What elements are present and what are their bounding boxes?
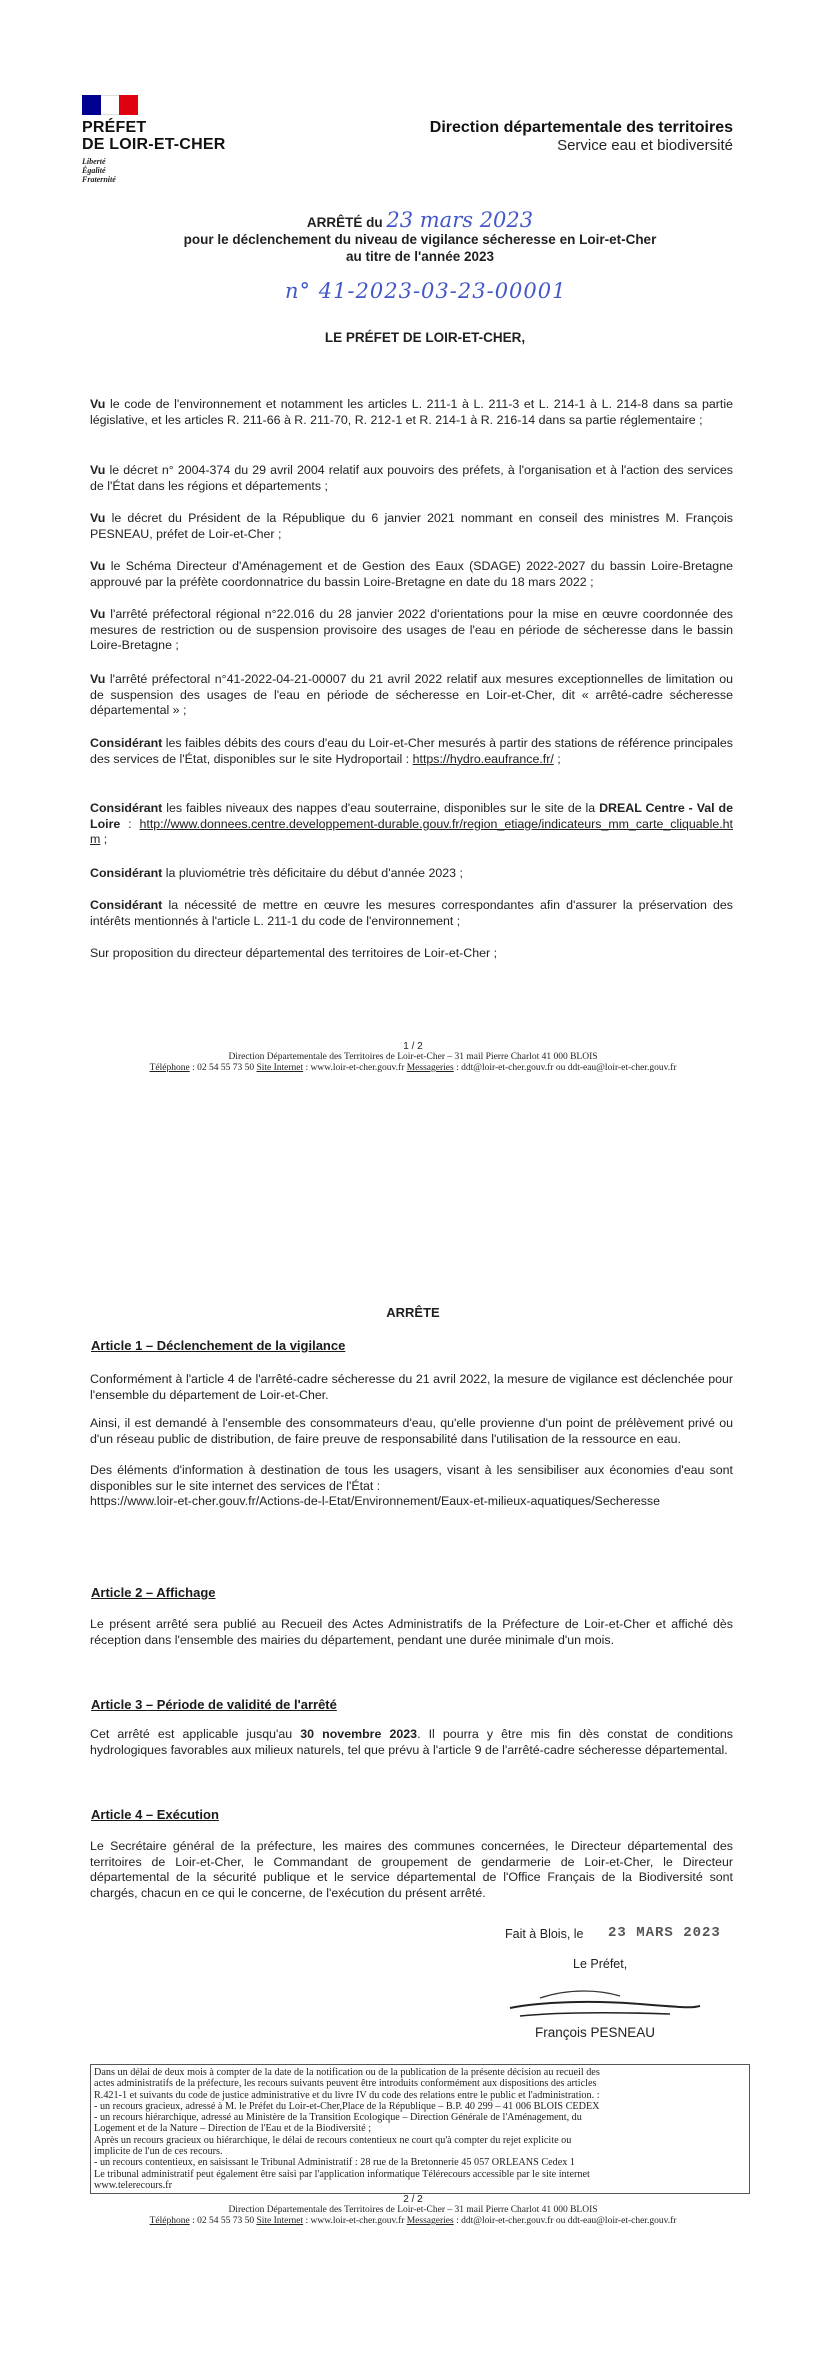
article-4-paragraph: Le Secrétaire général de la préfecture, les maires des communes concernées, le Directeur départemental des territoires de Loir-et-Cher, le Commandant de groupement de gendarmerie de Loir-et-Cher, le Directeur départemental de la sécurité publique et le service départemental de l'Office Français de la Biodiversité sont chargés, chacun en ce qui le concerne, de l'exécution du présent arrêté. <box>90 1839 733 1900</box>
arrete-title: ARRÊTE <box>386 1305 440 1320</box>
secheresse-link[interactable]: https://www.loir-et-cher.gouv.fr/Actions-de-l-Etat/Environnement/Eaux-et-milieux-aquatiques/Secheresse <box>90 1494 660 1508</box>
article-1-paragraph-1: Conformément à l'article 4 de l'arrêté-cadre sécheresse du 21 avril 2022, la mesure de vigilance est déclenchée pour l'ensemble du département de Loir-et-Cher. <box>90 1372 733 1402</box>
signature-place: Fait à Blois, le <box>505 1927 584 1941</box>
article-1-paragraph-3: Des éléments d'information à destination de tous les usagers, visant à les sensibiliser aux économies d'eau sont disponibles sur le site internet des services de l'État : <box>90 1463 733 1493</box>
footer-contacts: Téléphone : 02 54 55 73 50 Site Internet : www.loir-et-cher.gouv.fr Messageries : ddt@loir-et-cher.gouv.fr ou ddt-eau@loir-et-cher.gouv.fr <box>149 2216 677 2226</box>
arrete-year: au titre de l'année 2023 <box>345 249 495 264</box>
footer-address: Direction Départementale des Territoires de Loir-et-Cher – 31 mail Pierre Charlot 41 000 BLOIS <box>228 1052 598 1062</box>
article-1-paragraph-2: Ainsi, il est demandé à l'ensemble des consommateurs d'eau, qu'elle provienne d'un point de prélèvement privé ou d'un réseau public de distribution, de faire preuve de responsabilité dans l'utilisation de la ressource en eau. <box>90 1416 733 1446</box>
handwritten-signature <box>500 1978 710 2030</box>
article-2-title: Article 2 – Affichage <box>91 1585 216 1600</box>
prefecture-logo <box>82 95 262 184</box>
logo-title: PRÉFET DE LOIR-ET-CHER <box>82 119 226 153</box>
date-stamp: 23 MARS 2023 <box>608 1925 721 1941</box>
page-number: 2 / 2 <box>403 2194 423 2205</box>
signatory-role: Le Préfet, <box>573 1957 628 1971</box>
marianne-flag-icon <box>82 95 138 115</box>
consideration-8: Considérant les faibles niveaux des nappes d'eau souterraine, disponibles sur le site de la DREAL Centre - Val de Loire : http://www.donnees.centre.developpement-durable.gouv.fr/region_etiage/indicateurs_mm_carte_cliquable.htm ; <box>90 801 733 846</box>
article-2-paragraph: Le présent arrêté sera publié au Recueil des Actes Administratifs de la Préfecture de Loir-et-Cher et affiché dès réception dans l'ensemble des mairies du département, pendant une durée minimale d'un mois. <box>90 1617 733 1647</box>
article-3-paragraph: Cet arrêté est applicable jusqu'au 30 novembre 2023. Il pourra y être mis fin dès constat de conditions hydrologiques favorables aux milieux naturels, tel que prévu à l'article 9 de l'arrêté-cadre sécheresse départemental. <box>90 1727 733 1757</box>
prefet-heading: LE PRÉFET DE LOIR-ET-CHER, <box>324 330 526 345</box>
handwritten-date: 23 mars 2023 <box>386 208 534 232</box>
consideration-4: Vu le Schéma Directeur d'Aménagement et de Gestion des Eaux (SDAGE) 2022-2027 du bassin Loire-Bretagne approuvé par la préfète coordonnatrice du bassin Loire-Bretagne en date du 18 mars 2022 ; <box>90 559 733 589</box>
dreal-link[interactable]: http://www.donnees.centre.developpement-durable.gouv.fr/region_etiage/indicateurs_mm_carte_cliquable.htm <box>90 816 733 846</box>
arrete-prefix: ARRÊTÉ du <box>306 215 383 230</box>
article-4-title: Article 4 – Exécution <box>91 1807 219 1822</box>
consideration-6: Vu l'arrêté préfectoral n°41-2022-04-21-00007 du 21 avril 2022 relatif aux mesures exceptionnelles de limitation ou de suspension des usages de l'eau en période de sécheresse en Loir-et-Cher, dit « arrêté-cadre sécheresse départemental » ; <box>90 672 733 717</box>
handwritten-arrete-number: n° 41-2023-03-23-00001 <box>285 279 567 303</box>
page-footer-1 <box>60 1041 766 1074</box>
direction-title: Direction départementale des territoires <box>429 119 733 136</box>
consideration-5: Vu l'arrêté préfectoral régional n°22.016 du 28 janvier 2022 d'orientations pour la mise en œuvre coordonnée des mesures de restriction ou de suspension provisoire des usages de l'eau en période de sécheresse dans le bassin Loire-Bretagne ; <box>90 607 733 652</box>
appeal-notice: Dans un délai de deux mois à compter de la date de la notification ou de la publication de la présente décision au recueil des actes administratifs de la préfecture, les recours suivants peuvent être introduits conformément aux dispositions des articles R.421-1 et suivants du code de justice administrative et du livre IV du code des relations entre le public et l'administration. : - un recours gracieux, adressé à M. le Préfet du Loir-et-Cher,Place de la République – B.P. 40 299 – 41 006 BLOIS CEDEX - un recours hiérarchique, adressé au Ministère de la Transition Écologique – Direction Générale de l'Aménagement, du Logement et de la Nature – Direction de l'Eau et de la Biodiversité ; Après un recours gracieux ou hiérarchique, le délai de recours contentieux ne court qu'à compter du rejet explicite ou implicite de l'un de ces recours. - un recours contentieux, en saisissant le Tribunal Administratif : 28 rue de la Bretonnerie 45 057 ORLEANS Cedex 1 Le tribunal administratif peut également être saisi par l'application informatique Télérecours accessible par le site internet www.telerecours.fr <box>90 2064 750 2194</box>
article-3-title: Article 3 – Période de validité de l'arrêté <box>91 1697 337 1712</box>
signatory-name: François PESNEAU <box>535 2025 656 2040</box>
page-number: 1 / 2 <box>403 1041 423 1052</box>
hydroportail-link[interactable]: https://hydro.eaufrance.fr/ <box>412 751 554 766</box>
direction-subtitle: Service eau et biodiversité <box>557 137 733 154</box>
page-2 <box>0 1181 826 2362</box>
consideration-1: Vu le code de l'environnement et notamment les articles L. 211-1 à L. 211-3 et L. 214-1 à L. 214-8 dans sa partie législative, et les articles R. 211-66 à R. 211-70, R. 212-1 et R. 214-1 à R. 216-14 dans sa partie réglementaire ; <box>90 397 733 427</box>
arrete-subject: pour le déclenchement du niveau de vigilance sécheresse en Loir-et-Cher <box>183 232 657 247</box>
consideration-7: Considérant les faibles débits des cours d'eau du Loir-et-Cher mesurés à partir des stations de référence principales des services de l'État, disponibles sur le site Hydroportail : https://hydro.eaufrance.fr/ ; <box>90 736 733 766</box>
proposition: Sur proposition du directeur départemental des territoires de Loir-et-Cher ; <box>90 946 498 960</box>
consideration-3: Vu le décret du Président de la République du 6 janvier 2021 nommant en conseil des ministres M. François PESNEAU, préfet de Loir-et-Cher ; <box>90 511 733 541</box>
arrete-heading <box>120 208 720 265</box>
consideration-9: Considérant la pluviométrie très déficitaire du début d'année 2023 ; <box>90 866 463 880</box>
issuing-direction <box>353 118 733 154</box>
article-1-title: Article 1 – Déclenchement de la vigilance <box>91 1338 346 1353</box>
consideration-2: Vu le décret n° 2004-374 du 29 avril 2004 relatif aux pouvoirs des préfets, à l'organisation et à l'action des services de l'État dans les régions et départements ; <box>90 463 733 493</box>
footer-address: Direction Départementale des Territoires de Loir-et-Cher – 31 mail Pierre Charlot 41 000 BLOIS <box>228 2205 598 2215</box>
footer-contacts: Téléphone : 02 54 55 73 50 Site Internet : www.loir-et-cher.gouv.fr Messageries : ddt@loir-et-cher.gouv.fr ou ddt-eau@loir-et-cher.gouv.fr <box>149 1063 677 1073</box>
republic-motto: Liberté Égalité Fraternité <box>82 157 116 184</box>
page-footer-2 <box>60 2194 766 2227</box>
consideration-10: Considérant la nécessité de mettre en œuvre les mesures correspondantes afin d'assurer la préservation des intérêts mentionnés à l'article L. 211-1 du code de l'environnement ; <box>90 898 733 928</box>
